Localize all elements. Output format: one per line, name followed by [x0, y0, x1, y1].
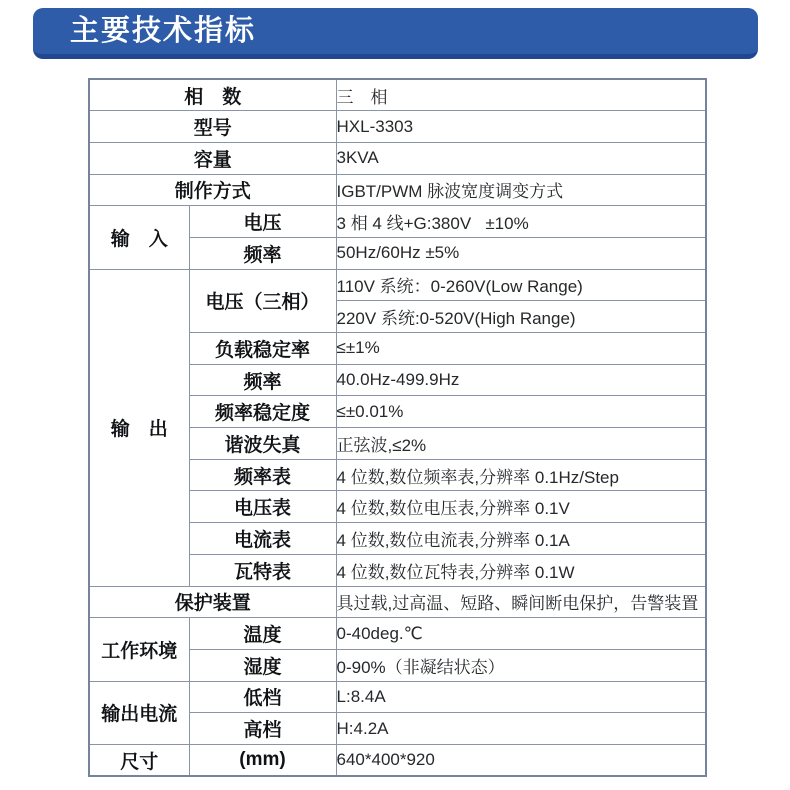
page-title-banner	[33, 8, 758, 59]
frequency-meter-label: 频率表	[189, 459, 336, 491]
capacity-value: 3KVA	[336, 142, 706, 174]
output-current-low-label: 低档	[189, 681, 336, 713]
row-input-voltage	[89, 206, 706, 238]
frequency-meter-value: 4 位数,数位频率表,分辨率 0.1Hz/Step	[336, 459, 706, 491]
page-title: 主要技术指标	[70, 14, 257, 47]
environment-group-label: 工作环境	[89, 618, 189, 681]
dimensions-value: 640*400*920	[336, 744, 706, 776]
load-regulation-label: 负载稳定率	[189, 333, 336, 365]
voltage-meter-value: 4 位数,数位电压表,分辨率 0.1V	[336, 491, 706, 523]
row-protection	[89, 586, 706, 618]
phase-label: 相 数	[89, 79, 336, 111]
row-output-voltage-low	[89, 269, 706, 301]
model-value: HXL-3303	[336, 111, 706, 143]
input-voltage-value: 3 相 4 线+G:380V ±10%	[336, 206, 706, 238]
row-construction	[89, 174, 706, 206]
current-meter-label: 电流表	[189, 523, 336, 555]
temperature-label: 温度	[189, 618, 336, 650]
output-current-low-value: L:8.4A	[336, 681, 706, 713]
output-voltage-low-value: 110V 系统：0-260V(Low Range)	[336, 269, 706, 301]
input-voltage-label: 电压	[189, 206, 336, 238]
load-regulation-value: ≤±1%	[336, 333, 706, 365]
input-frequency-label: 频率	[189, 237, 336, 269]
output-current-high-label: 高档	[189, 713, 336, 745]
current-meter-value: 4 位数,数位电流表,分辨率 0.1A	[336, 523, 706, 555]
watt-meter-value: 4 位数,数位瓦特表,分辨率 0.1W	[336, 554, 706, 586]
output-frequency-value: 40.0Hz-499.9Hz	[336, 364, 706, 396]
construction-label: 制作方式	[89, 174, 336, 206]
spec-table	[88, 78, 707, 777]
row-phase	[89, 79, 706, 111]
dimensions-unit-label: (mm)	[189, 744, 336, 776]
harmonic-distortion-label: 谐波失真	[189, 428, 336, 460]
row-dimensions	[89, 744, 706, 776]
output-current-high-value: H:4.2A	[336, 713, 706, 745]
voltage-meter-label: 电压表	[189, 491, 336, 523]
output-frequency-label: 频率	[189, 364, 336, 396]
humidity-value: 0-90%（非凝结状态）	[336, 649, 706, 681]
row-temperature	[89, 618, 706, 650]
harmonic-distortion-value: 正弦波,≤2%	[336, 428, 706, 460]
construction-value: IGBT/PWM 脉波宽度调变方式	[336, 174, 706, 206]
input-frequency-value: 50Hz/60Hz ±5%	[336, 237, 706, 269]
capacity-label: 容量	[89, 142, 336, 174]
model-label: 型号	[89, 111, 336, 143]
frequency-stability-value: ≤±0.01%	[336, 396, 706, 428]
phase-value: 三 相	[336, 79, 706, 111]
row-capacity	[89, 142, 706, 174]
protection-value: 具过载,过高温、短路、瞬间断电保护，告警装置	[336, 586, 706, 618]
output-voltage-label: 电压（三相）	[189, 269, 336, 332]
input-group-label: 输 入	[89, 206, 189, 269]
row-model	[89, 111, 706, 143]
temperature-value: 0-40deg.℃	[336, 618, 706, 650]
protection-label: 保护装置	[89, 586, 336, 618]
output-current-group-label: 输出电流	[89, 681, 189, 744]
watt-meter-label: 瓦特表	[189, 554, 336, 586]
dimensions-label: 尺寸	[89, 744, 189, 776]
frequency-stability-label: 频率稳定度	[189, 396, 336, 428]
output-group-label: 输 出	[89, 269, 189, 586]
row-output-current-low	[89, 681, 706, 713]
humidity-label: 湿度	[189, 649, 336, 681]
output-voltage-high-value: 220V 系统:0-520V(High Range)	[336, 301, 706, 333]
